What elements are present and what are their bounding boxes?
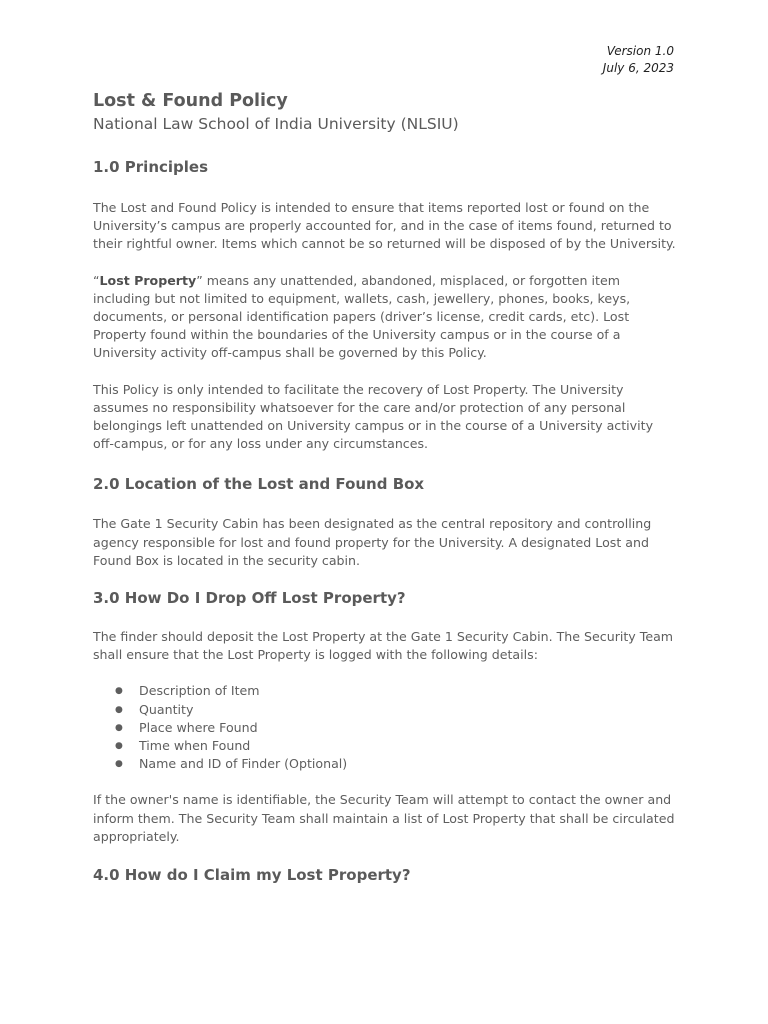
document-subtitle: National Law School of India University (NLSIU) — [93, 115, 459, 133]
section-heading-location: 2.0 Location of the Lost and Found Box — [93, 475, 425, 494]
paragraph-policy-intent: The Lost and Found Policy is intended to ensure that items reported lost or found on the University’s campus are properly accounted for, and in the case of items found, returned to their rightful owner. Items which cannot be so returned will be disposed of by the University. — [93, 200, 676, 252]
section-heading-principles: 1.0 Principles — [93, 158, 209, 176]
paragraph-drop-off: The finder should deposit the Lost Property at the Gate 1 Security Cabin. The Security Team shall ensure that the Lost Property is logged with the following details: — [93, 629, 674, 663]
list-item: ● Quantity — [93, 701, 677, 719]
list-item: ● Time when Found — [93, 737, 677, 755]
paragraph-lost-property-definition — [93, 272, 677, 363]
open-quote: “ — [93, 272, 100, 288]
section-heading-claim: 4.0 How do I Claim my Lost Property? — [93, 866, 411, 885]
document-title: Lost & Found Policy — [93, 91, 288, 111]
paragraph-location: The Gate 1 Security Cabin has been designated as the central repository and controlling agency responsible for lost and found property for the University. A designated Lost and Found Box is located in the security cabin. — [93, 516, 652, 568]
paragraph-contact-owner: If the owner's name is identifiable, the Security Team will attempt to contact the owner and inform them. The Security Team shall maintain a list of Lost Property that shall be circulated appropriately. — [93, 792, 675, 844]
version-block — [603, 43, 674, 77]
lost-property-term: Lost Property — [99, 272, 197, 288]
list-item: ● Description of Item — [93, 682, 677, 700]
version-date: July 6, 2023 — [602, 61, 674, 75]
details-list — [93, 682, 677, 773]
list-item: ● Place where Found — [93, 719, 677, 737]
definition-text: ” means any unattended, abandoned, misplaced, or forgotten item including but not limited to equipment, wallets, cash, jewellery, phones, books, keys, documents, or personal identification papers (driver’s license, credit cards, etc). Lost Property found within the boundaries of the University campus or in the course of a University activity off-campus shall be governed by this Policy. — [93, 272, 631, 361]
document-body — [93, 89, 677, 885]
version-label: Version 1.0 — [606, 44, 674, 58]
paragraph-policy-scope: This Policy is only intended to facilitate the recovery of Lost Property. The University assumes no responsibility whatsoever for the care and/or protection of any personal belongings left unattended on University campus or in the course of a University activity off-campus, or for any loss under any circumstances. — [93, 381, 654, 452]
list-item: ● Name and ID of Finder (Optional) — [93, 755, 677, 773]
section-heading-drop-off: 3.0 How Do I Drop Off Lost Property? — [93, 589, 406, 608]
